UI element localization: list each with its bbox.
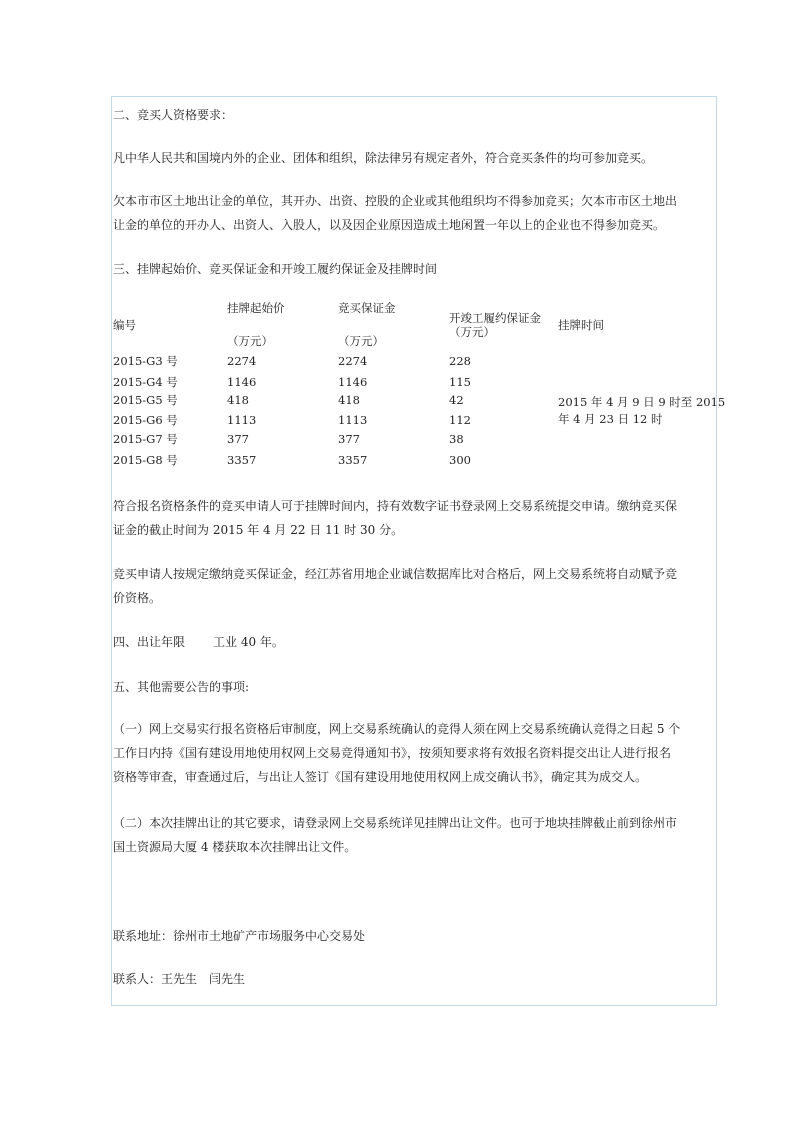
row-id: 2015-G3 号: [113, 354, 178, 368]
header-perf-bond: 开竣工履约保证金: [449, 311, 541, 325]
section-2-title: 二、竞买人资格要求：: [113, 108, 234, 122]
row-start-price: 377: [227, 432, 249, 446]
header-id: 编号: [113, 318, 136, 332]
notice-item-2-line-2: 国土资源局大厦 4 楼获取本次挂牌出让文件。: [113, 840, 357, 854]
section-4-title: 四、出让年限: [113, 635, 186, 649]
row-perf-bond: 112: [449, 413, 471, 427]
application-paragraph-line-2: 证金的截止时间为 2015 年 4 月 22 日 11 时 30 分。: [113, 523, 404, 537]
eligibility-paragraph-2-line-2: 让金的单位的开办人、出资人、入股人，以及因企业原因造成土地闲置一年以上的企业也不得参加竞买。: [113, 218, 666, 232]
row-perf-bond: 42: [449, 393, 464, 407]
section-3-title: 三、挂牌起始价、竞买保证金和开竣工履约保证金及挂牌时间: [113, 262, 438, 276]
notice-item-1-line-2: 工作日内持《国有建设用地使用权网上交易竞得通知书》，按须知要求将有效报名资料提交出让人进行报名: [113, 746, 672, 760]
row-id: 2015-G5 号: [113, 393, 178, 407]
contact-address: 联系地址：徐州市土地矿产市场服务中心交易处: [113, 929, 366, 943]
row-perf-bond: 300: [449, 453, 471, 467]
contact-person: 联系人：王先生 闫先生: [113, 972, 246, 986]
listing-table: [113, 296, 726, 468]
listing-time-line-1: 2015 年 4 月 9 日 9 时至 2015: [558, 395, 726, 409]
section-5-title: 五、其他需要公告的事项:: [113, 680, 250, 694]
row-perf-bond: 115: [449, 375, 471, 389]
header-time: 挂牌时间: [558, 318, 604, 332]
header-start-price-unit: （万元）: [227, 334, 273, 348]
notice-item-1-line-3: 资格等审查，审查通过后，与出让人签订《国有建设用地使用权网上成交确认书》，确定其为成交人。: [113, 770, 648, 784]
row-deposit: 1146: [338, 375, 368, 389]
listing-time-line-2: 年 4 月 23 日 12 时: [558, 412, 663, 426]
row-id: 2015-G6 号: [113, 413, 178, 427]
eligibility-paragraph-2-line-1: 欠本市市区土地出让金的单位，其开办、出资、控股的企业或其他组织均不得参加竞买；欠本市市区土地出: [113, 194, 678, 208]
row-start-price: 3357: [227, 453, 257, 467]
row-deposit: 2274: [338, 354, 368, 368]
header-deposit-unit: （万元）: [338, 334, 384, 348]
row-deposit: 377: [338, 432, 360, 446]
section-4-value: 工业 40 年。: [213, 635, 284, 649]
eligibility-paragraph-1: 凡中华人民共和国境内外的企业、团体和组织，除法律另有规定者外，符合竞买条件的均可参加竞买。: [113, 151, 654, 165]
header-perf-bond-unit: （万元）: [449, 325, 495, 339]
row-perf-bond: 228: [449, 354, 471, 368]
row-start-price: 1146: [227, 375, 257, 389]
header-deposit: 竞买保证金: [338, 301, 396, 315]
section-4: [113, 630, 713, 654]
row-perf-bond: 38: [449, 432, 464, 446]
qualification-paragraph-line-1: 竞买申请人按规定缴纳竞买保证金，经江苏省用地企业诚信数据库比对合格后，网上交易系统将自动赋予竞: [113, 567, 678, 581]
row-id: 2015-G7 号: [113, 432, 178, 446]
notice-item-1-line-1: （一）网上交易实行报名资格后审制度，网上交易系统确认的竞得人须在网上交易系统确认竞得之日起 5 个: [113, 722, 681, 736]
row-deposit: 418: [338, 393, 360, 407]
notice-item-2-line-1: （二）本次挂牌出让的其它要求，请登录网上交易系统详见挂牌出让文件。也可于地块挂牌截止前到徐州市: [113, 816, 678, 830]
row-deposit: 3357: [338, 453, 368, 467]
header-start-price: 挂牌起始价: [227, 301, 285, 315]
application-paragraph-line-1: 符合报名资格条件的竞买申请人可于挂牌时间内，持有效数字证书登录网上交易系统提交申请。缴纳竞买保: [113, 499, 678, 513]
qualification-paragraph-line-2: 价资格。: [113, 591, 162, 605]
row-start-price: 2274: [227, 354, 257, 368]
row-id: 2015-G4 号: [113, 375, 178, 389]
row-id: 2015-G8 号: [113, 453, 178, 467]
row-start-price: 1113: [227, 413, 257, 427]
row-start-price: 418: [227, 393, 249, 407]
row-deposit: 1113: [338, 413, 368, 427]
